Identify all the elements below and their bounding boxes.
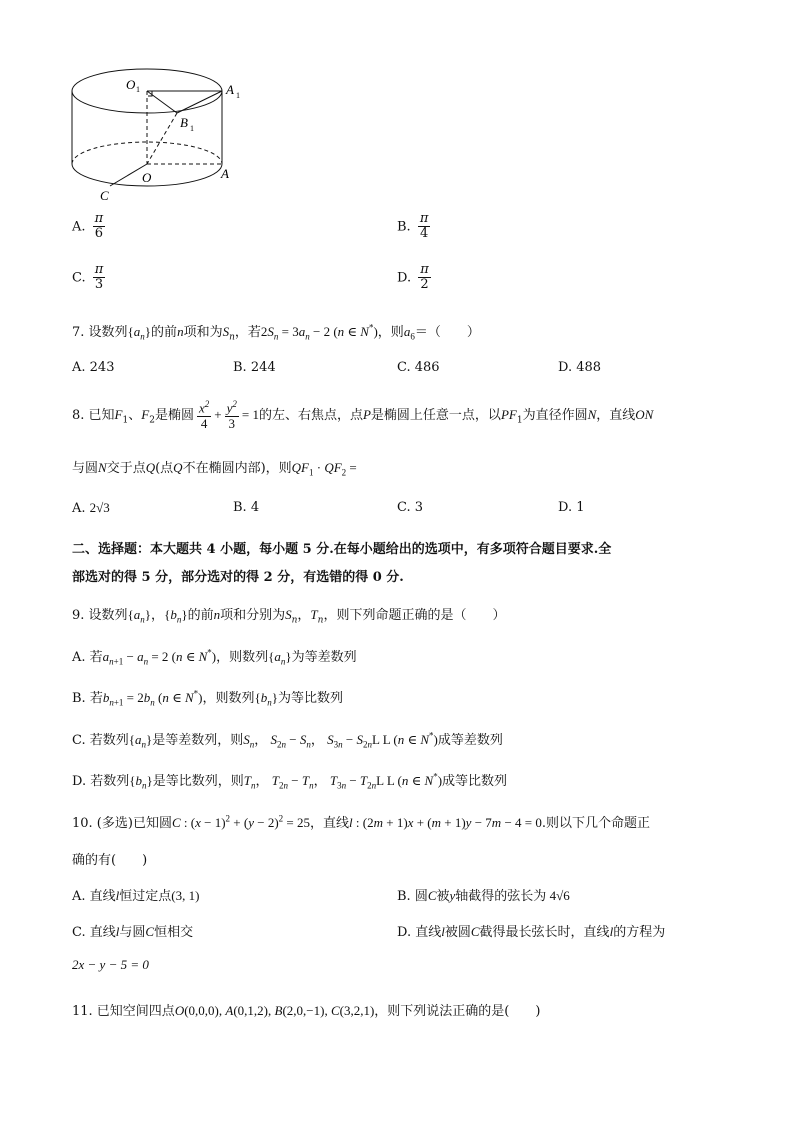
cylinder-figure xyxy=(60,60,260,210)
q10-option-a[interactable]: A. 直线l恒过定点(3, 1) xyxy=(72,888,200,904)
q11-stem: 11. 已知空间四点O(0,0,0), A(0,1,2), B(2,0,−1), C(3,2,1)，则下列说法正确的是( ) xyxy=(72,1003,541,1019)
q6-option-b[interactable]: B. $\frac{\pi}{4}$ xyxy=(397,211,429,242)
q10-option-c[interactable]: C. 直线l与圆C恒相交 xyxy=(72,924,194,940)
q9-option-c[interactable]: C. 若数列$\{a_n\}$是等差数列，则$S_n$， $S_{2n} - S_n$， $S_{3n} - S_{2n}L$ L (n ∈ N*)成等差数列 xyxy=(72,730,503,750)
label-a: A xyxy=(221,166,229,181)
q8-option-c[interactable]: C. 3 xyxy=(397,500,424,515)
svg-text:1: 1 xyxy=(136,85,140,94)
q9-option-b[interactable]: B. 若$b_{n+1} = 2b_n$ (n ∈ N*)，则数列$\{b_n\}$为等比数列 xyxy=(72,688,344,708)
q10-option-d-equation: 2x − y − 5 = 0 xyxy=(72,957,149,972)
label-c: C xyxy=(100,188,109,203)
q8-option-a[interactable]: A. 2√3 xyxy=(72,500,110,516)
svg-text:1: 1 xyxy=(190,124,194,133)
q6-option-c[interactable]: C. $\frac{\pi}{3}$ xyxy=(72,262,104,293)
q7-option-a[interactable]: A. 243 xyxy=(72,360,115,375)
q9-option-d[interactable]: D. 若数列$\{b_n\}$是等比数列，则$T_n$， $T_{2n} - T_n$， $T_{3n} - T_{2n}L$ L (n ∈ N*)成等比数列 xyxy=(72,771,508,791)
section2-heading-line1: 二、选择题：本大题共 4 小题，每小题 5 分.在每小题给出的选项中，有多项符合题目要求.全 xyxy=(72,542,612,557)
q6-option-a[interactable]: A. $\frac{\pi}{6}$ xyxy=(72,211,104,242)
q10-stem-line1: 10. (多选)已知圆C : $(x - 1)^2 + (y - 2)^2 = 25$，直线l : (2m + 1)x + (m + 1)y − 7m − 4 = 0.则以下几个命题正 xyxy=(72,813,650,831)
label-b1: B xyxy=(180,115,188,130)
q8-option-b[interactable]: B. 4 xyxy=(233,500,260,515)
q10-option-b[interactable]: B. 圆C被y轴截得的弦长为 4√6 xyxy=(397,888,570,904)
q7-option-d[interactable]: D. 488 xyxy=(558,360,602,375)
q10-option-d[interactable]: D. 直线l被圆C截得最长弦长时，直线l的方程为 xyxy=(397,924,666,940)
svg-text:1: 1 xyxy=(236,91,240,100)
q10-stem-line2: 确的有( ) xyxy=(72,853,148,868)
q9-option-a[interactable]: A. 若$a_{n+1} - a_n = 2$ (n ∈ N*)，则数列$\{a_n\}$为等差数列 xyxy=(72,647,357,667)
q7-stem: 7. 设数列$\{a_n\}$的前n项和为$S_n$，若$2S_n = 3a_n - 2$ (n ∈ N*)，则$a_6=$（ ） xyxy=(72,322,480,343)
q8-stem-line2: 与圆N交于点Q(点Q不在椭圆内部)，则$QF_1 \cdot QF_2$ = xyxy=(72,460,357,478)
label-o1: O xyxy=(126,77,136,92)
q7-option-c[interactable]: C. 486 xyxy=(397,360,440,375)
label-o: O xyxy=(142,170,152,185)
q9-stem: 9. 设数列$\{a_n\}$，$\{b_n\}$的前n项和分别为$S_n$，$T_n$，则下列命题正确的是（ ） xyxy=(72,607,506,626)
q7-option-b[interactable]: B. 244 xyxy=(233,360,276,375)
q8-option-d[interactable]: D. 1 xyxy=(558,500,585,515)
q6-option-d[interactable]: D. $\frac{\pi}{2}$ xyxy=(397,262,429,293)
label-a1: A xyxy=(226,82,234,97)
section2-heading-line2: 部选对的得 5 分，部分选对的得 2 分，有选错的得 0 分. xyxy=(72,570,404,585)
q8-stem-line1: 8. 已知$F_1$、$F_2$是椭圆 $\frac{x^2}{4}$ + $\frac{y^2}{3}$ = 1的左、右焦点，点P是椭圆上任意一点，以$PF_1$为直径作圆N，直线ON xyxy=(72,399,654,431)
